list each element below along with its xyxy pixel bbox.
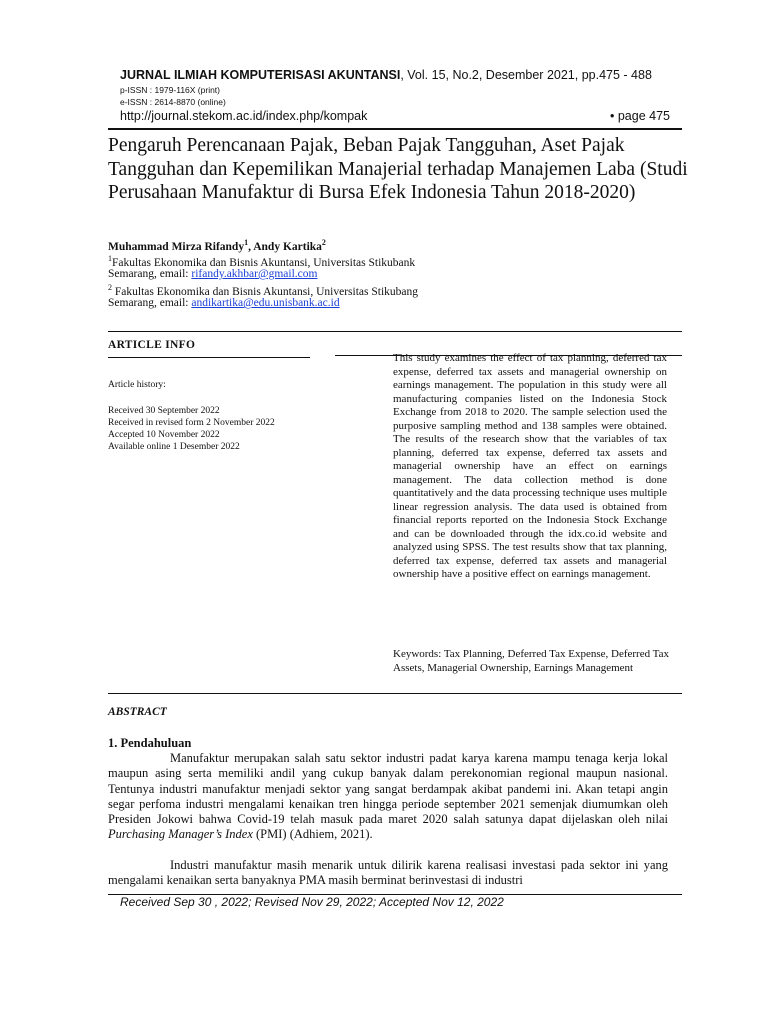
email-label: Semarang, email: [108, 268, 192, 280]
section-divider [108, 331, 682, 332]
paragraph-2 [108, 858, 668, 889]
affiliation-institution: Fakultas Ekonomika dan Bisnis Akuntansi, Universitas Stikubank [112, 256, 416, 269]
author-name: Andy Kartika [253, 240, 322, 253]
abstract-bottom-divider [108, 693, 682, 694]
article-history-label: Article history: [108, 380, 166, 390]
affiliation-mark: 2 [108, 283, 112, 292]
history-revised: Received in revised form 2 November 2022 [108, 418, 275, 428]
author-email-link[interactable]: rifandy.akhbar@gmail.com [191, 268, 318, 280]
email-label: Semarang, email: [108, 297, 192, 309]
author-email-link[interactable]: andikartika@edu.unisbank.ac.id [191, 297, 340, 309]
paragraph-1-text-a: Manufaktur merupakan salah satu sektor industri padat karya karena mampu tenaga kerja lokal maupun asing serta memiliki andil yang cukup banyak dalam perekonomian regional maupun nasional. Tentunya industri manufaktur menjadi sektor yang sangat berdampak akibat pandemi ini. Akan tetapi angin segar perfoma industri mengalami kenaikan tren hingga periode september 2021 semenjak diumumkan oleh Presiden Jokowi bahwa Covid-19 telah masuk pada maret 2020 salah satunya dapat dijelaskan oleh nilai [108, 751, 668, 827]
e-issn: e-ISSN : 2614-8870 (online) [120, 97, 226, 107]
article-info-divider [108, 357, 310, 358]
paragraph-2-text: Industri manufaktur masih menarik untuk dilirik karena realisasi investasi pada sektor ini yang mengalami kenaikan serta banyaknya PMA masih berminat berinvestasi di industri [108, 858, 668, 888]
journal-citation [120, 68, 652, 82]
paragraph-1-text-b: (PMI) (Adhiem, 2021). [252, 827, 373, 842]
affiliation-mark: 1 [108, 254, 112, 263]
page-number: • page 475 [610, 109, 670, 123]
journal-volume-details: , Vol. 15, No.2, Desember 2021, pp.475 - 488 [400, 68, 652, 82]
journal-url-link[interactable]: http://journal.stekom.ac.id/index.php/kompak [120, 109, 368, 123]
author-affiliation-mark: 1 [244, 238, 249, 247]
author-affiliation-mark: 2 [321, 238, 326, 247]
history-accepted: Accepted 10 November 2022 [108, 430, 220, 440]
affiliation-1-email-line [108, 267, 317, 281]
abstract-text: This study examines the effect of tax planning, deferred tax expense, deferred tax assets and managerial ownership on earnings management. The population in this study were all manufacturing companies listed on the Indonesia Stock Exchange from 2018 to 2020. The sample selection used the purposive sampling method and 138 samples were obtained. The results of the research show that the variables of tax planning, deferred tax expense, deferred tax assets and managerial ownership have an effect on earnings management. The data collection method is done quantitatively and the data processing technique uses multiple linear regression analysis. The data used is obtained from financial reports reported on the Indonesia Stock Exchange and can be downloaded through the idx.co.id website and analyzed using SPSS. The test results show that tax planning, deferred tax expense, deferred tax assets and managerial ownership have a positive effect on earnings management. [393, 352, 667, 580]
history-available-online: Available online 1 Desember 2022 [108, 442, 240, 452]
abstract-heading: ABSTRACT [108, 706, 167, 718]
section-heading: 1. Pendahuluan [108, 736, 192, 750]
journal-name: JURNAL ILMIAH KOMPUTERISASI AKUNTANSI [120, 68, 401, 82]
keywords: Keywords: Tax Planning, Deferred Tax Expense, Deferred Tax Assets, Managerial Ownership, Earnings Management [393, 648, 669, 674]
author-name: Muhammad Mirza Rifandy [108, 240, 245, 253]
footer-received-dates: Received Sep 30 , 2022; Revised Nov 29, 2022; Accepted Nov 12, 2022 [120, 895, 504, 909]
history-received: Received 30 September 2022 [108, 406, 220, 416]
affiliation-2-email-line [108, 296, 340, 310]
header-divider [108, 128, 682, 130]
article-info-heading: ARTICLE INFO [108, 339, 196, 351]
author-separator: , [248, 240, 254, 253]
paragraph-1 [108, 751, 668, 843]
p-issn: p-ISSN : 1979-116X (print) [120, 85, 220, 95]
author-list [108, 238, 326, 253]
affiliation-institution: Fakultas Ekonomika dan Bisnis Akuntansi, Universitas Stikubang [112, 285, 419, 298]
article-title: Pengaruh Perencanaan Pajak, Beban Pajak Tangguhan, Aset Pajak Tangguhan dan Kepemilikan Manajerial terhadap Manajemen Laba (Studi Perusahaan Manufaktur di Bursa Efek Indonesia Tahun 2018-2020) [108, 135, 688, 203]
paragraph-1-italic-term: Purchasing Manager’s Index [108, 827, 253, 842]
